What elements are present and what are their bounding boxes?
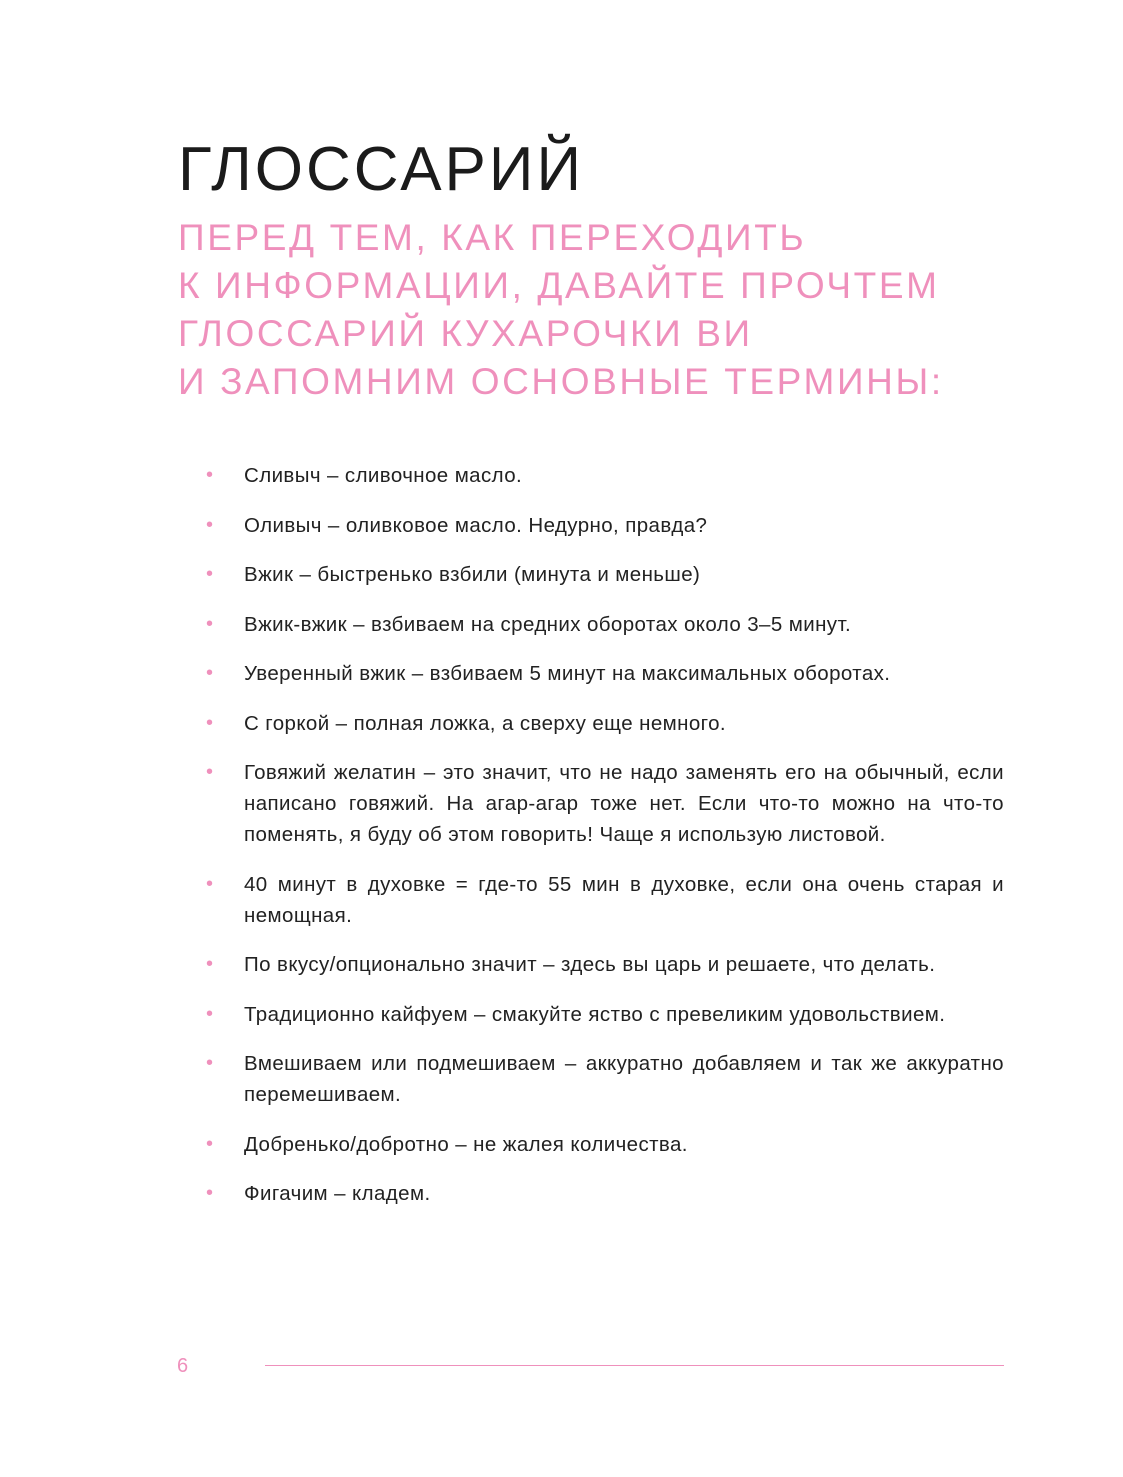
glossary-list [206,460,1004,1228]
footer-divider [265,1365,1004,1366]
glossary-item-text: Традиционно кайфуем – смакуйте яство с превеликим удовольствием. [244,1002,946,1026]
glossary-item [206,510,1004,541]
bullet-icon: • [206,612,214,635]
bullet-icon: • [206,662,214,684]
bullet-icon: • [206,761,214,783]
page-number: 6 [177,1355,189,1377]
bullet-icon: • [206,1002,214,1025]
glossary-item-text: По вкусу/опционально значит – здесь вы царь и решаете, что делать. [244,953,936,976]
subtitle [178,214,1058,406]
glossary-item [206,949,1004,980]
glossary-item [206,460,1004,491]
bullet-icon: • [206,711,214,734]
bullet-icon: • [206,1052,214,1074]
glossary-item [206,999,1004,1030]
glossary-item-text: Сливыч – сливочное масло. [244,464,523,487]
glossary-item [206,869,1004,931]
subtitle-line-3: ГЛОССАРИЙ КУХАРОЧКИ ВИ [178,313,753,354]
subtitle-line-4: И ЗАПОМНИМ ОСНОВНЫЕ ТЕРМИНЫ: [178,361,944,402]
glossary-item-text: Говяжий желатин – это значит, что не надо заменять его на обычный, если написано говяжий. На агар-агар тоже нет. Если что-то можно на что-то поменять, я буду об этом говорить! Чаще я использую листовой. [244,761,1004,846]
glossary-item [206,708,1004,739]
glossary-item-text: Уверенный вжик – взбиваем 5 минут на максимальных оборотах. [244,662,891,685]
bullet-icon: • [206,1132,214,1155]
glossary-item-text: Оливыч – оливковое масло. Недурно, правда? [244,513,708,537]
glossary-item-text: 40 минут в духовке = где-то 55 мин в духовке, если она очень старая и немощная. [244,872,1004,927]
glossary-item [206,1129,1004,1160]
glossary-item [206,559,1004,590]
bullet-icon: • [206,464,214,486]
page-title: ГЛОССАРИЙ [178,135,585,204]
bullet-icon: • [206,872,214,895]
bullet-icon: • [206,563,214,585]
glossary-item-text: Фигачим – кладем. [244,1182,431,1205]
glossary-item [206,609,1004,640]
glossary-item-text: Добренько/добротно – не жалея количества. [244,1132,688,1156]
bullet-icon: • [206,1182,214,1204]
glossary-item-text: Вжик-вжик – взбиваем на средних оборотах около 3–5 минут. [244,612,852,636]
glossary-item-text: С горкой – полная ложка, а сверху еще немного. [244,711,726,735]
subtitle-line-1: ПЕРЕД ТЕМ, КАК ПЕРЕХОДИТЬ [178,217,807,258]
glossary-item-text: Вжик – быстренько взбили (минута и меньше) [244,563,701,586]
glossary-item [206,757,1004,850]
glossary-item [206,1178,1004,1209]
bullet-icon: • [206,953,214,975]
subtitle-line-2: К ИНФОРМАЦИИ, ДАВАЙТЕ ПРОЧТЕМ [178,265,940,306]
glossary-item [206,1048,1004,1110]
glossary-item-text: Вмешиваем или подмешиваем – аккуратно добавляем и так же аккуратно перемешиваем. [244,1052,1004,1106]
bullet-icon: • [206,513,214,536]
glossary-item [206,658,1004,689]
